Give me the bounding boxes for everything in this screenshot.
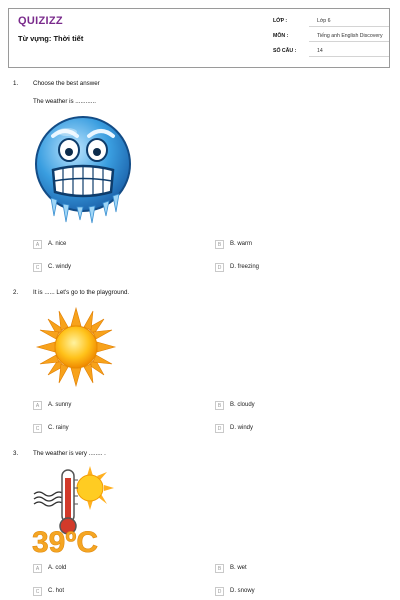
question-1-subprompt: The weather is ............	[33, 98, 96, 105]
option-text: C. hot	[48, 588, 65, 594]
question-1-prompt: Choose the best answer	[33, 80, 100, 87]
worksheet-title: Từ vựng: Thời tiết	[18, 34, 84, 43]
option-letter: B	[215, 401, 224, 410]
option-text: D. windy	[230, 425, 254, 431]
worksheet-header	[8, 8, 390, 68]
option-letter: C	[33, 263, 42, 272]
question-2-option-c[interactable]	[33, 423, 69, 433]
question-1-option-b[interactable]	[215, 239, 252, 249]
class-label: LỚP :	[273, 18, 288, 24]
question-1-option-d[interactable]	[215, 262, 259, 272]
option-letter: A	[33, 564, 42, 573]
question-2-prompt: It is ...... Let's go to the playground.	[33, 289, 130, 296]
option-letter: B	[215, 564, 224, 573]
option-text: D. freezing	[230, 264, 260, 270]
question-3-prompt: The weather is very ........ .	[33, 450, 106, 457]
question-1-option-a[interactable]	[33, 239, 66, 249]
option-text: B. cloudy	[230, 402, 255, 408]
option-text: D. snowy	[230, 588, 255, 594]
question-3-option-d[interactable]	[215, 586, 255, 596]
option-letter: D	[215, 424, 224, 433]
question-2-option-a[interactable]	[33, 400, 71, 410]
subject-row	[273, 30, 389, 43]
sun-icon	[35, 306, 117, 388]
class-value: Lớp 6	[309, 15, 389, 27]
option-letter: D	[215, 263, 224, 272]
option-text: C. rainy	[48, 425, 69, 431]
option-text: A. cold	[48, 565, 67, 571]
option-letter: A	[33, 401, 42, 410]
frozen-face-icon	[33, 112, 133, 224]
option-text: B. wet	[230, 565, 247, 571]
option-text: B. warm	[230, 241, 253, 247]
question-3-option-a[interactable]	[33, 563, 66, 573]
subject-value: Tiếng anh English Discovery	[309, 30, 389, 42]
option-letter: C	[33, 424, 42, 433]
question-1-number: 1.	[13, 80, 19, 87]
hot-thermometer-icon	[30, 464, 126, 559]
question-2-option-d[interactable]	[215, 423, 253, 433]
question-count-value: 14	[309, 45, 389, 57]
question-count-row	[273, 45, 389, 58]
quizizz-logo: QUIZIZZ	[18, 15, 63, 27]
option-letter: B	[215, 240, 224, 249]
question-3-option-c[interactable]	[33, 586, 64, 596]
class-row	[273, 15, 389, 28]
temperature-text: 39ºC	[32, 526, 98, 559]
question-2-option-b[interactable]	[215, 400, 255, 410]
question-3-option-b[interactable]	[215, 563, 247, 573]
option-letter: A	[33, 240, 42, 249]
option-text: C. windy	[48, 264, 72, 270]
option-letter: D	[215, 587, 224, 596]
question-3-number: 3.	[13, 450, 19, 457]
option-text: A. sunny	[48, 402, 72, 408]
question-1-option-c[interactable]	[33, 262, 71, 272]
option-letter: C	[33, 587, 42, 596]
question-2-number: 2.	[13, 289, 19, 296]
option-text: A. nice	[48, 241, 67, 247]
subject-label: MÔN :	[273, 33, 289, 39]
question-count-label: SỐ CÂU :	[273, 48, 297, 54]
